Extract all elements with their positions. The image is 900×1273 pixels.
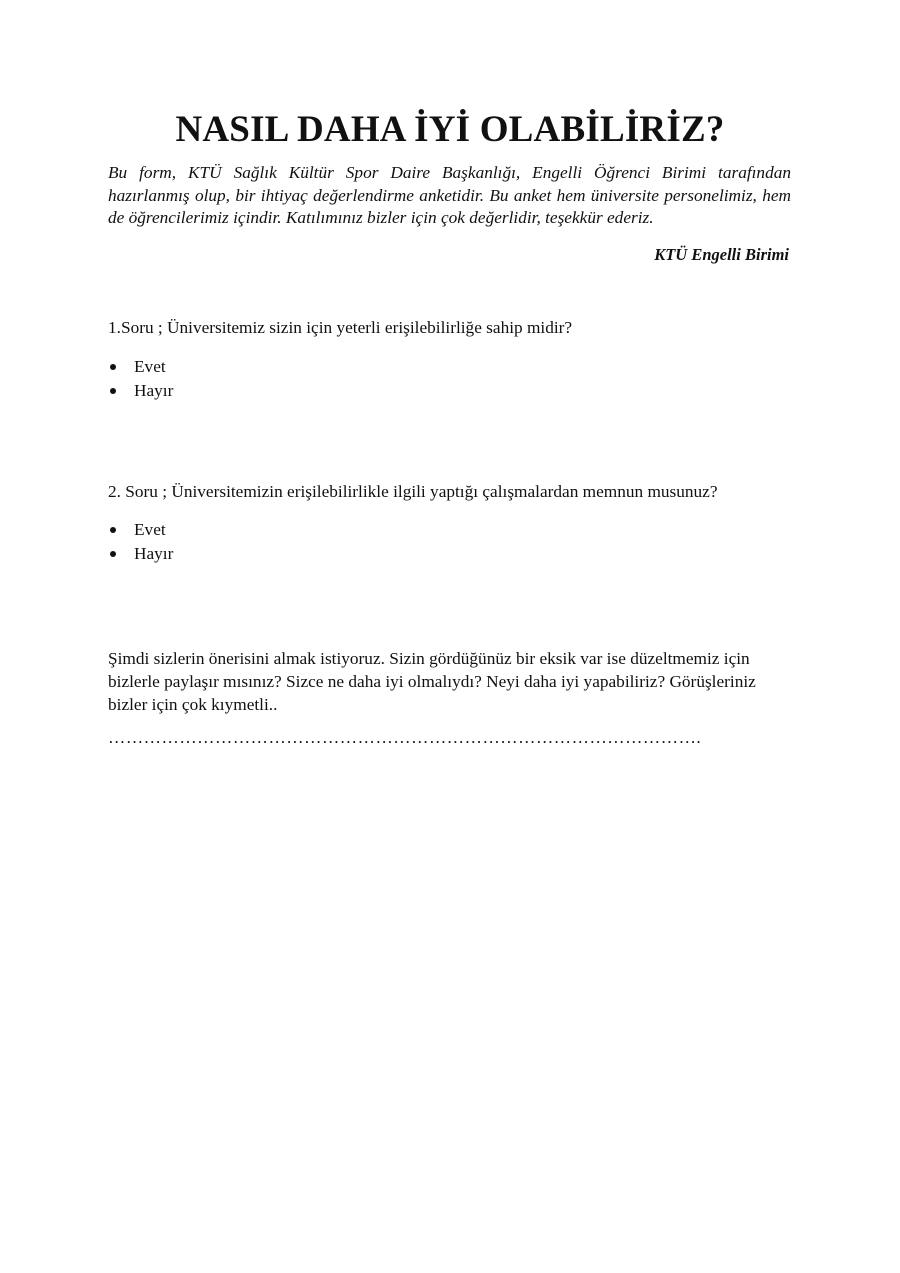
option-label: Hayır — [134, 544, 174, 563]
suggestion-prompt: Şimdi sizlerin önerisini almak istiyoruz. Sizin gördüğünüz bir eksik var ise düzeltmemiz için bizlerle paylaşır mısınız? Sizce ne daha iyi olmalıydı? Neyi daha iyi yapabiliriz? Görüşleriniz bizler için çok kıymetli.. — [108, 649, 756, 714]
signature: KTÜ Engelli Birimi — [654, 245, 789, 264]
option-label: Evet — [134, 520, 166, 539]
question-1: 1.Soru ; Üniversitemiz sizin için yeterli erişilebilirliğe sahip midir? — [108, 318, 573, 337]
question-1-options — [108, 355, 173, 403]
intro-paragraph: Bu form, KTÜ Sağlık Kültür Spor Daire Başkanlığı, Engelli Öğrenci Birimi tarafından hazırlanmış olup, bir ihtiyaç değerlendirme anketidir. Bu anket hem üniversite personelimiz, hem de öğrencilerimiz içindir. Katılımınız bizler için çok değerlidir, teşekkür ederiz. — [108, 163, 791, 227]
page-title: NASIL DAHA İYİ OLABİLİRİZ? — [175, 109, 725, 150]
answer-line[interactable]: ………………………………………………………………………………………. — [108, 728, 702, 747]
option-hayir[interactable] — [108, 542, 173, 566]
option-label: Evet — [134, 357, 166, 376]
option-evet[interactable] — [108, 518, 173, 542]
bullet-icon — [110, 364, 116, 370]
question-2: 2. Soru ; Üniversitemizin erişilebilirlikle ilgili yaptığı çalışmalardan memnun musunuz? — [108, 482, 718, 501]
option-label: Hayır — [134, 381, 174, 400]
option-hayir[interactable] — [108, 379, 173, 403]
bullet-icon — [110, 527, 116, 533]
option-evet[interactable] — [108, 355, 173, 379]
bullet-icon — [110, 551, 116, 557]
question-2-options — [108, 518, 173, 566]
bullet-icon — [110, 388, 116, 394]
